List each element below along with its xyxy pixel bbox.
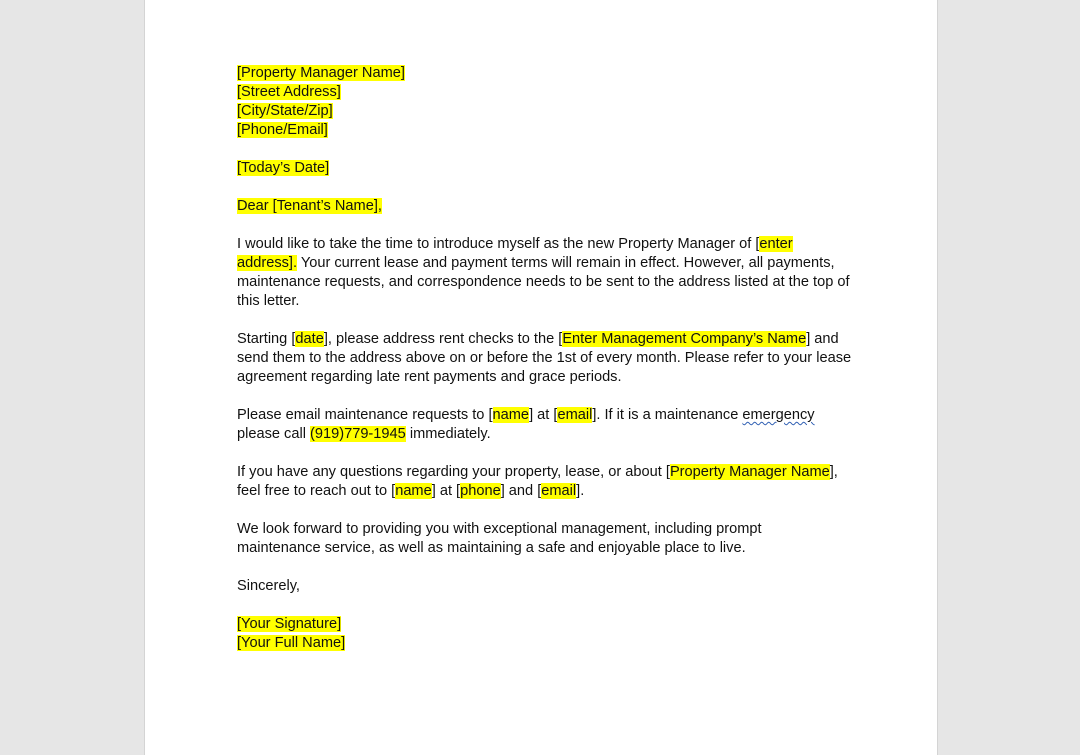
p4-text-5: ] and [ bbox=[500, 483, 542, 499]
p5-text-2: maintenance service, as well as maintaining a safe and enjoyable place to live. bbox=[237, 540, 746, 556]
sender-contact: [Phone/Email] bbox=[237, 122, 328, 138]
p4-text-2: ], bbox=[829, 464, 838, 480]
paragraph-introduction bbox=[237, 235, 852, 311]
salutation bbox=[237, 197, 852, 216]
letter-body[interactable] bbox=[237, 64, 852, 653]
p4-highlight-email: email bbox=[541, 483, 577, 499]
p1-text-4: this letter. bbox=[237, 293, 300, 309]
closing bbox=[237, 577, 852, 596]
p3-text-2: ] at [ bbox=[529, 407, 558, 423]
p4-text-3: feel free to reach out to [ bbox=[237, 483, 396, 499]
sender-street: [Street Address] bbox=[237, 84, 341, 100]
closing-text: Sincerely, bbox=[237, 578, 300, 594]
date-placeholder: [Today’s Date] bbox=[237, 160, 330, 176]
p1-text-2: Your current lease and payment terms will remain in effect. However, all payments, bbox=[297, 255, 835, 271]
p3-highlight-name: name bbox=[492, 407, 530, 423]
p4-text-1: If you have any questions regarding your property, lease, or about [ bbox=[237, 464, 670, 480]
p1-highlight-address: address]. bbox=[237, 255, 298, 271]
p4-text-6: ]. bbox=[576, 483, 585, 499]
p3-text-1: Please email maintenance requests to [ bbox=[237, 407, 493, 423]
p2-text-2: ], please address rent checks to the [ bbox=[323, 331, 563, 347]
p5-text-1: We look forward to providing you with exceptional management, including prompt bbox=[237, 521, 762, 537]
p3-highlight-email: email bbox=[557, 407, 593, 423]
full-name-placeholder: [Your Full Name] bbox=[237, 635, 346, 651]
p4-highlight-manager: Property Manager Name bbox=[669, 464, 830, 480]
sender-address-block bbox=[237, 64, 852, 140]
paragraph-maintenance bbox=[237, 406, 852, 444]
p1-highlight-enter: enter bbox=[759, 236, 793, 252]
p2-text-4: send them to the address above on or before the 1st of every month. Please refer to your lease bbox=[237, 350, 852, 366]
p2-text-1: Starting [ bbox=[237, 331, 296, 347]
p4-highlight-phone: phone bbox=[460, 483, 501, 499]
signature-block bbox=[237, 615, 852, 653]
salutation-text: Dear [Tenant’s Name], bbox=[237, 198, 382, 214]
grammar-flag-emergency[interactable]: emergency bbox=[742, 407, 815, 423]
p2-highlight-company: Enter Management Company’s Name bbox=[562, 331, 807, 347]
paragraph-questions bbox=[237, 463, 852, 501]
p3-highlight-phone: (919)779-1945 bbox=[310, 426, 406, 442]
p4-highlight-name: name bbox=[395, 483, 432, 499]
paragraph-rent-checks bbox=[237, 330, 852, 387]
p3-text-4: please call bbox=[237, 426, 311, 442]
p2-text-3: ] and bbox=[806, 331, 839, 347]
p2-text-5: agreement regarding late rent payments and grace periods. bbox=[237, 369, 622, 385]
letter-date bbox=[237, 159, 852, 178]
p3-text-5: immediately. bbox=[405, 426, 491, 442]
p3-text-3: ]. If it is a maintenance bbox=[592, 407, 743, 423]
document-page bbox=[144, 0, 938, 755]
p2-highlight-date: date bbox=[295, 331, 324, 347]
p4-text-4: ] at [ bbox=[431, 483, 461, 499]
p1-text-1: I would like to take the time to introduce myself as the new Property Manager of [ bbox=[237, 236, 760, 252]
paragraph-closing-remarks bbox=[237, 520, 852, 558]
sender-name: [Property Manager Name] bbox=[237, 65, 405, 81]
p1-text-3: maintenance requests, and correspondence needs to be sent to the address listed at the top of bbox=[237, 274, 850, 290]
sender-city: [City/State/Zip] bbox=[237, 103, 333, 119]
signature-placeholder: [Your Signature] bbox=[237, 616, 342, 632]
